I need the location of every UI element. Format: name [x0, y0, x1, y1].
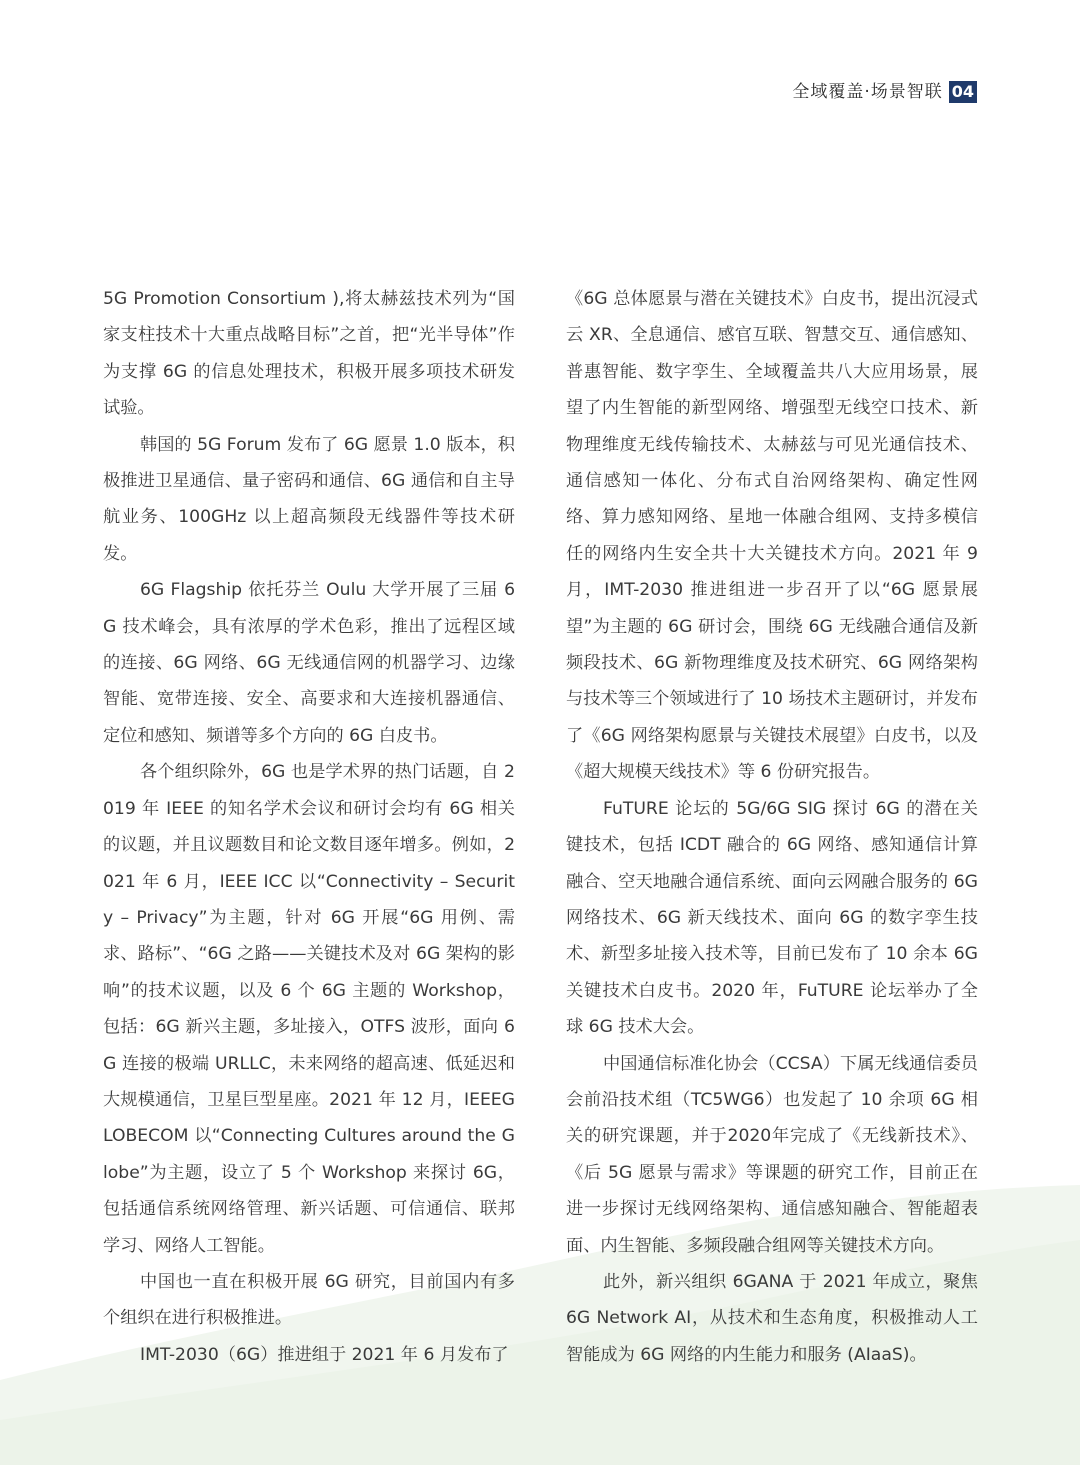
right-column	[566, 281, 978, 1373]
paragraph: 中国也一直在积极开展 6G 研究，目前国内有多个组织在进行积极推进。	[103, 1271, 515, 1329]
paragraph: 中国通信标准化协会（CCSA）下属无线通信委员会前沿技术组（TC5WG6）也发起了 10 余项 6G 相关的研究课题，并于2020年完成了《无线新技术》、《后 5G 愿景与需求》等课题的研究工作，目前正在进一步探讨无线网络架构、通信感知融合、智能超表面、内生智能、多频段融合组网等关键技术方向。	[566, 1053, 978, 1256]
paragraph: 《6G 总体愿景与潜在关键技术》白皮书，提出沉浸式云 XR、全息通信、感官互联、智慧交互、通信感知、普惠智能、数字孪生、全域覆盖共八大应用场景，展望了内生智能的新型网络、增强型无线空口技术、新物理维度无线传输技术、太赫兹与可见光通信技术、通信感知一体化、分布式自治网络架构、确定性网络、算力感知网络、星地一体融合组网、支持多模信任的网络内生安全共十大关键技术方向。2021 年 9 月，IMT-2030 推进组进一步召开了以“6G 愿景展望”为主题的 6G 研讨会，围绕 6G 无线融合通信及新频段技术、6G 新物理维度及技术研究、6G 网络架构与技术等三个领域进行了 10 场技术主题研讨，并发布了《6G 网络架构愿景与关键技术展望》白皮书，以及《超大规模天线技术》等 6 份研究报告。	[566, 289, 978, 783]
left-column	[103, 281, 515, 1373]
section-title: 全域覆盖·场景智联	[792, 82, 943, 102]
paragraph: 各个组织除外，6G 也是学术界的热门话题，自 2019 年 IEEE 的知名学术会议和研讨会均有 6G 相关的议题，并且议题数目和论文数目逐年增多。例如，2021 年 6 月，IEEE ICC 以“Connectivity – Security – Privacy”为主题，针对 6G 开展“6G 用例、需求、路标”、“6G 之路——关键技术及对 6G 架构的影响”的技术议题，以及 6 个 6G 主题的 Workshop，包括：6G 新兴主题，多址接入，OTFS 波形，面向 6G 连接的极端 URLLC，未来网络的超高速、低延迟和大规模通信，卫星巨型星座。2021 年 12 月，IEEEGLOBECOM 以“Connecting Cultures around the Globe”为主题，设立了 5 个 Workshop 来探讨 6G，包括通信系统网络管理、新兴话题、可信通信、联邦学习、网络人工智能。	[103, 762, 515, 1256]
paragraph: IMT-2030（6G）推进组于 2021 年 6 月发布了	[140, 1344, 509, 1365]
paragraph: 韩国的 5G Forum 发布了 6G 愿景 1.0 版本，积极推进卫星通信、量子密码和通信、6G 通信和自主导航业务、100GHz 以上超高频段无线器件等技术研发。	[103, 434, 515, 564]
page-number-badge: 04	[949, 81, 977, 103]
paragraph: 6G Flagship 依托芬兰 Oulu 大学开展了三届 6G 技术峰会，具有浓厚的学术色彩，推出了远程区域的连接、6G 网络、6G 无线通信网的机器学习、边缘智能、宽带连接、安全、高要求和大连接机器通信、定位和感知、频谱等多个方向的 6G 白皮书。	[103, 580, 515, 746]
paragraph: 此外，新兴组织 6GANA 于 2021 年成立，聚焦 6G Network AI，从技术和生态角度，积极推动人工智能成为 6G 网络的内生能力和服务 (AIaaS)。	[566, 1271, 978, 1365]
page-header	[792, 80, 977, 104]
paragraph: FuTURE 论坛的 5G/6G SIG 探讨 6G 的潜在关键技术，包括 ICDT 融合的 6G 网络、感知通信计算融合、空天地融合通信系统、面向云网融合服务的 6G 网络技术、6G 新天线技术、面向 6G 的数字孪生技术、新型多址接入技术等，目前已发布了 10 余本 6G 关键技术白皮书。2020 年，FuTURE 论坛举办了全球 6G 技术大会。	[566, 798, 978, 1038]
paragraph: 5G Promotion Consortium ),将太赫兹技术列为“国家支柱技术十大重点战略目标”之首，把“光半导体”作为支撑 6G 的信息处理技术，积极开展多项技术研发试验。	[103, 289, 515, 419]
